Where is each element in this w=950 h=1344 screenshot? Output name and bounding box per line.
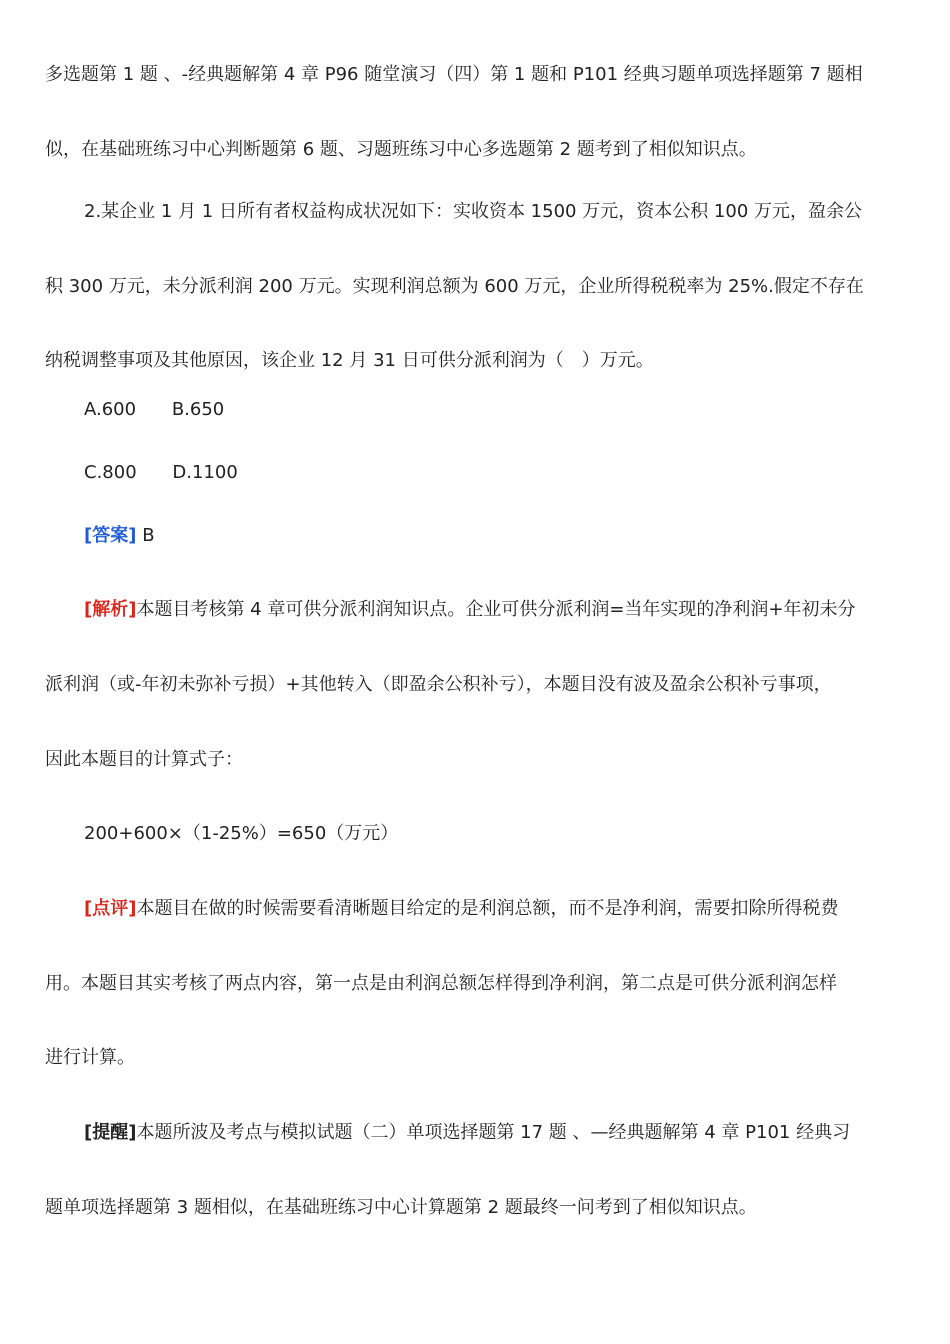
question-line-1: 2.某企业 1 月 1 日所有者权益构成状况如下：实收资本 1500 万元，资本公积 100 万元，盈余公 [84, 201, 863, 222]
reminder-line-1 [84, 1121, 904, 1145]
comment-line-3: 进行计算。 [45, 1047, 135, 1068]
reminder-tag: [提醒] [84, 1122, 137, 1143]
question-line-2: 积 300 万元，未分派利润 200 万元。实现利润总额为 600 万元，企业所得税税率为 25%.假定不存在 [45, 276, 864, 297]
analysis-line-1 [84, 598, 904, 622]
question-line-3: 纳税调整事项及其他原因，该企业 12 月 31 日可供分派利润为（ ）万元。 [45, 350, 654, 371]
option-d: D.1100 [172, 462, 238, 483]
analysis-tag: [解析] [84, 599, 137, 620]
options-row-1 [84, 398, 904, 422]
analysis-line-2: 派利润（或-年初未弥补亏损）+其他转入（即盈余公积补亏），本题目没有波及盈余公积补亏事项， [45, 674, 832, 695]
reminder-line-2: 题单项选择题第 3 题相似，在基础班练习中心计算题第 2 题最终一问考到了相似知识点。 [45, 1197, 757, 1218]
comment-line-2: 用。本题目其实考核了两点内容，第一点是由利润总额怎样得到净利润，第二点是可供分派利润怎样 [45, 973, 837, 994]
answer-value: B [142, 525, 155, 546]
answer-line [84, 524, 904, 548]
option-c: C.800 [84, 462, 137, 483]
analysis-line-3: 因此本题目的计算式子： [45, 749, 243, 770]
option-b: B.650 [171, 399, 225, 420]
intro-line-2: 似，在基础班练习中心判断题第 6 题、习题班练习中心多选题第 2 题考到了相似知识点。 [45, 139, 757, 160]
analysis-formula: 200+600×（1-25%）=650（万元） [84, 823, 399, 844]
reminder-text-1: 本题所波及考点与模拟试题（二）单项选择题第 17 题 、—经典题解第 4 章 P101 经典习 [136, 1122, 851, 1143]
options-row-2 [84, 461, 904, 485]
intro-line-1: 多选题第 1 题 、-经典题解第 4 章 P96 随堂演习（四）第 1 题和 P101 经典习题单项选择题第 7 题相 [45, 64, 863, 85]
answer-tag: [答案] [84, 525, 137, 546]
comment-tag: [点评] [84, 898, 137, 919]
comment-line-1 [84, 897, 904, 921]
option-a: A.600 [84, 399, 137, 420]
analysis-text-1: 本题目考核第 4 章可供分派利润知识点。企业可供分派利润=当年实现的净利润+年初未分 [136, 599, 856, 620]
comment-text-1: 本题目在做的时候需要看清晰题目给定的是利润总额，而不是净利润，需要扣除所得税费 [136, 898, 839, 919]
